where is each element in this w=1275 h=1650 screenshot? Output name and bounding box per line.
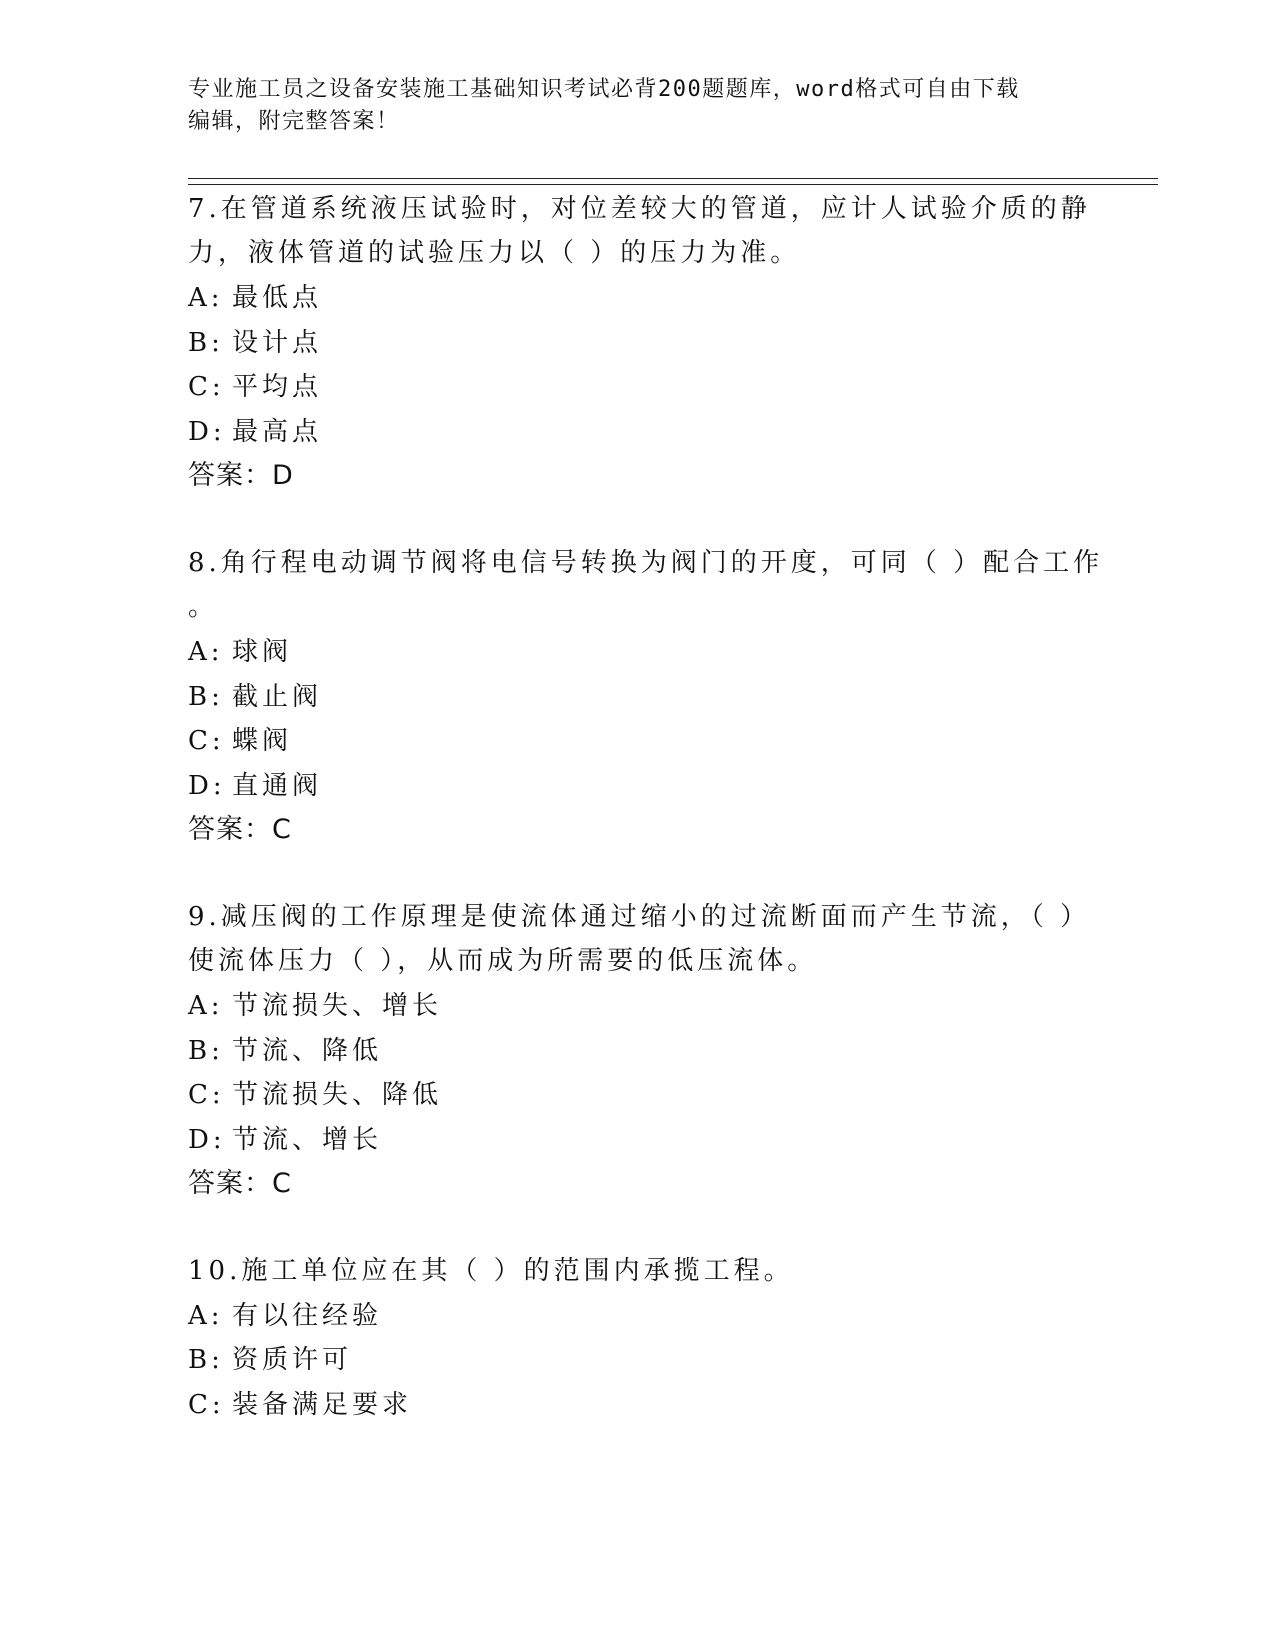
question-stem-line: 8.角行程电动调节阀将电信号转换为阀门的开度，可同（ ）配合工作 <box>188 548 1104 578</box>
option-letter: C: <box>188 1080 225 1110</box>
option-a <box>188 275 322 321</box>
question-stem-line: 。 <box>188 592 219 622</box>
option-text: 节流、降低 <box>232 1036 383 1066</box>
option-letter: C: <box>188 372 225 402</box>
option-text: 最低点 <box>232 283 323 313</box>
option-text: 球阀 <box>232 637 293 667</box>
option-a <box>188 983 442 1029</box>
option-text: 节流损失、增长 <box>232 991 443 1021</box>
answer-label: 答案：D <box>188 460 294 491</box>
option-letter: B: <box>188 1345 224 1375</box>
option-b <box>188 1337 352 1383</box>
answer-label: 答案：C <box>188 814 292 845</box>
question-stem-line: 10.施工单位应在其（ ）的范围内承揽工程。 <box>188 1256 794 1286</box>
option-letter: D: <box>188 1125 226 1155</box>
option-text: 资质许可 <box>232 1345 353 1375</box>
option-d <box>188 409 322 455</box>
header-line-1: 专业施工员之设备安装施工基础知识考试必背200题题库，word格式可自由下载 <box>188 77 1020 102</box>
option-letter: B: <box>188 328 224 358</box>
option-d <box>188 1117 382 1163</box>
option-text: 截止阀 <box>232 682 323 712</box>
option-text: 设计点 <box>232 328 323 358</box>
option-text: 节流损失、降低 <box>232 1080 443 1110</box>
option-d <box>188 763 322 809</box>
document-header <box>188 74 1068 138</box>
option-b <box>188 674 322 720</box>
option-letter: A: <box>188 637 224 667</box>
option-letter: A: <box>188 1301 224 1331</box>
option-letter: D: <box>188 771 226 801</box>
option-letter: D: <box>188 417 226 447</box>
option-text: 蝶阀 <box>232 726 293 756</box>
option-letter: B: <box>188 1036 224 1066</box>
option-text: 直通阀 <box>232 771 323 801</box>
question-stem-line: 力，液体管道的试验压力以（ ）的压力为准。 <box>188 238 801 268</box>
option-text: 最高点 <box>232 417 323 447</box>
option-letter: B: <box>188 682 224 712</box>
option-text: 节流、增长 <box>232 1125 383 1155</box>
option-letter: C: <box>188 726 225 756</box>
option-c <box>188 718 292 764</box>
option-text: 有以往经验 <box>232 1301 383 1331</box>
header-line-2: 编辑，附完整答案！ <box>188 109 400 134</box>
option-c <box>188 1382 412 1428</box>
option-text: 平均点 <box>232 372 323 402</box>
option-b <box>188 320 322 366</box>
option-b <box>188 1028 382 1074</box>
option-letter: A: <box>188 283 224 313</box>
option-a <box>188 629 292 675</box>
answer-label: 答案：C <box>188 1168 292 1199</box>
option-letter: C: <box>188 1390 225 1420</box>
question-stem-line: 7.在管道系统液压试验时，对位差较大的管道，应计人试验介质的静 <box>188 194 1091 224</box>
option-c <box>188 1072 442 1118</box>
option-c <box>188 364 322 410</box>
question-stem-line: 使流体压力（ ），从而成为所需要的低压流体。 <box>188 946 818 976</box>
option-letter: A: <box>188 991 224 1021</box>
option-a <box>188 1293 382 1339</box>
header-divider-top <box>188 178 1158 179</box>
header-divider-bottom <box>188 184 1158 185</box>
question-stem-line: 9.减压阀的工作原理是使流体通过缩小的过流断面而产生节流，（ ） <box>188 902 1091 932</box>
option-text: 装备满足要求 <box>232 1390 413 1420</box>
